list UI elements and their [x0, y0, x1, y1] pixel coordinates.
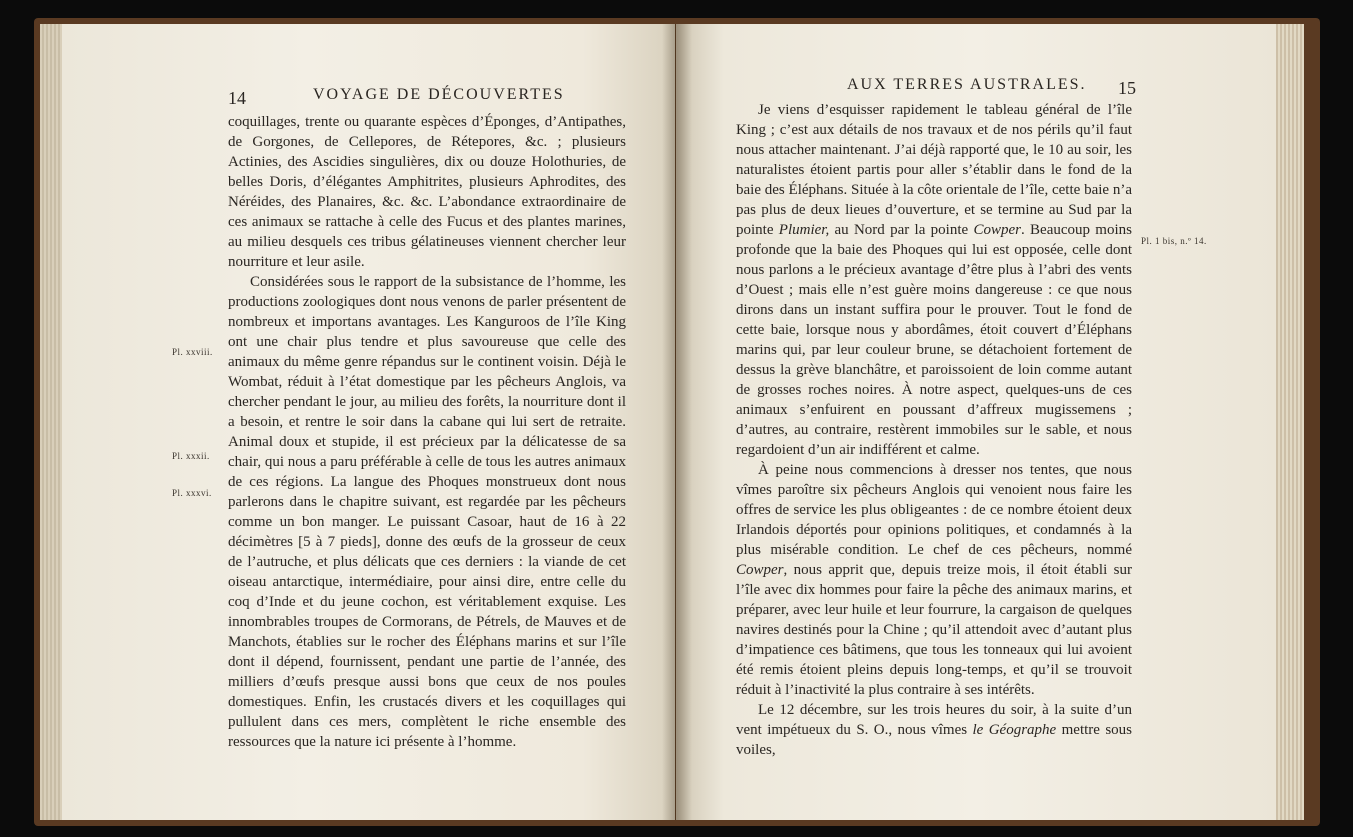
book-gutter — [662, 24, 692, 820]
paragraph: À peine nous commencions à dresser nos tentes, que nous vîmes paroître six pêcheurs Anglois qui venoient nous faire les offres de service les plus obligeantes : de ce nombre étoient deux Irlandois déportés pour opinions politiques, et condamnés à la plus misérable condition. Le chef de ces pêcheurs, nommé Cowper, nous apprit que, depuis treize mois, il étoit établi sur l’île avec dix hommes pour faire la pêche des animaux marins, et préparer, avec leur huile et leur fourrure, la cargaison de quelques navires destinés pour la Chine ; qu’il attendoit avec d’autant plus d’impatience ces bâtimens, que tous les tonneaux qui lui avoient été remis étoient pleins depuis long-temps, et qu’il se trouvoit réduit à l’inactivité la plus contraire à ses intérêts. — [736, 462, 1132, 698]
right-folio: 15 — [1118, 78, 1136, 98]
margin-note: Pl. xxxvi. — [172, 488, 212, 498]
left-body-text — [228, 112, 626, 752]
paragraph: Le 12 décembre, sur les trois heures du soir, à la suite d’un vent impétueux du S. O., nous vîmes le Géographe mettre sous voiles, — [736, 702, 1132, 758]
left-running-head: VOYAGE DE DÉCOUVERTES — [313, 86, 565, 103]
right-running-head: AUX TERRES AUSTRALES. — [847, 76, 1087, 93]
paragraph: coquillages, trente ou quarante espèces d’Éponges, d’Antipathes, de Gorgones, de Cellepores, de Rétepores, &c. ; plusieurs Actinies, des Ascidies singulières, dix ou douze Holothuries, de belles Doris, d’élégantes Amphitrites, plusieurs Aphrodites, des Néréides, des Planaires, &c. &c. L’abondance extraordinaire de ces animaux se rattache à celle des Fucus et des plantes marines, au milieu desquels ces tribus gélatineuses viennent chercher leur nourriture et leur asile. — [228, 114, 626, 270]
paragraph: Je viens d’esquisser rapidement le tableau général de l’île King ; c’est aux détails de nos travaux et de nos périls qu’il faut nous attacher maintenant. J’ai déjà rapporté que, le 10 au soir, les naturalistes étoient partis pour aller s’établir dans le fond de la baie des Éléphans. Située à la côte orientale de l’île, cette baie n’a pas plus de deux lieues d’ouverture, et se termine au Sud par la pointe Plumier, au Nord par la pointe Cowper. Beaucoup moins profonde que la baie des Phoques qui lui est opposée, celle dont nous parlons a le précieux avantage d’être plus à l’abri des vents d’Ouest ; mais elle n’est guère moins dangereuse : ce que nous dirons dans un instant suffira pour le prouver. Tout le fond de cette baie, lorsque nous y abordâmes, étoit couvert d’Éléphans marins qui, par leur couleur brune, se détachoient fortement de dessus la grève blanchâtre, et paroissoient de loin comme autant de grosses roches noires. À notre aspect, quelques-uns de ces animaux s’enfuirent en poussant d’affreux mugissemens ; d’autres, au contraire, restèrent immobiles sur le sable, et nous regardoient d’un air indifférent et calme. — [736, 102, 1132, 458]
left-folio: 14 — [228, 88, 246, 108]
margin-note: Pl. xxviii. — [172, 347, 213, 357]
right-body-text — [736, 100, 1132, 760]
margin-note: Pl. xxxii. — [172, 451, 210, 461]
margin-note: Pl. 1 bis, n.º 14. — [1141, 236, 1207, 246]
paragraph: Considérées sous le rapport de la subsistance de l’homme, les productions zoologiques dont nous venons de parler présentent de nombreux et importans avantages. Les Kanguroos de l’île King ont une chair plus tendre et plus savoureuse que celle des animaux du même genre répandus sur le continent voisin. Déjà le Wombat, réduit à l’état domestique par les pêcheurs Anglois, va chercher pendant le jour, au milieu des forêts, la nourriture dont il a besoin, et rentre le soir dans la cabane qui lui sert de retraite. Animal doux et stupide, il est précieux par la délicatesse de sa chair, qui nous a paru préférable à celle de tous les autres animaux de ces régions. La langue des Phoques monstrueux dont nous parlerons dans le chapitre suivant, est regardée par les pêcheurs comme un bon manger. Le puissant Casoar, haut de 16 à 22 décimètres [5 à 7 pieds], donne des œufs de la grosseur de ceux de l’autruche, et plus délicats que ces derniers : la viande de cet oiseau antarctique, intermédiaire, pour ainsi dire, entre celle du coq d’Inde et du jeune cochon, est véritablement exquise. Les innombrables troupes de Cormorans, de Pétrels, de Mauves et de Manchots, établies sur le rocher des Éléphans marins et sur l’île dont il dépend, fournissent, pendant une partie de l’année, des milliers d’œufs presque aussi bons que ceux de nos poules domestiques. Enfin, les crustacés divers et les coquillages qui pullulent dans ces mers, complètent le riche ensemble des ressources que la nature ici présente à l’homme. — [228, 274, 626, 750]
